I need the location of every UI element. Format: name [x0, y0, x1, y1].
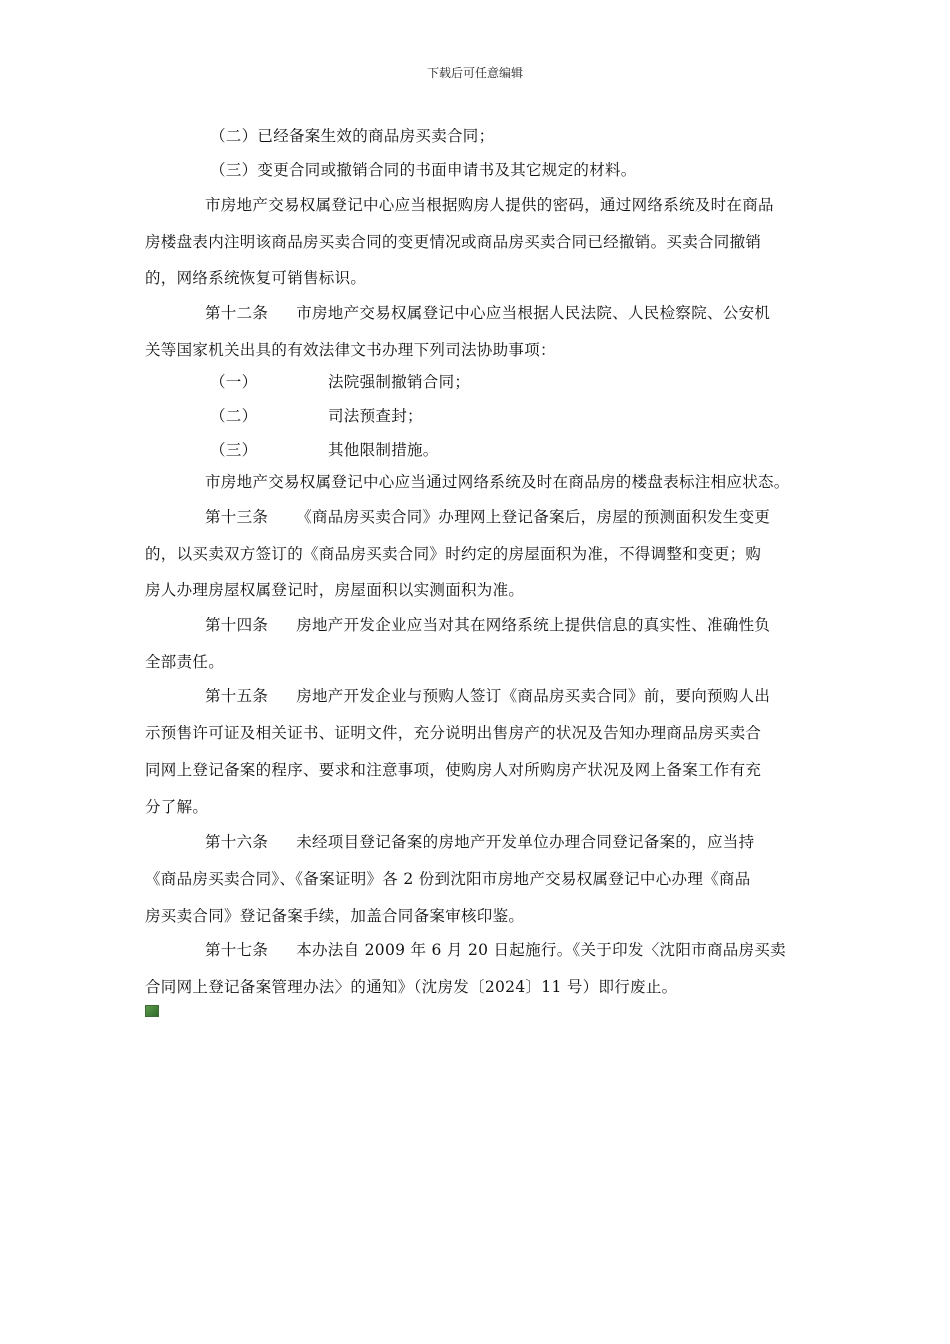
text-line: 合同网上登记备案管理办法〉的通知》（沈房发〔2024〕11 号）即行废止。 [145, 978, 678, 996]
text-line: （三）变更合同或撤销合同的书面申请书及其它规定的材料。 [210, 161, 637, 179]
article-13 [205, 507, 770, 527]
text-line: 全部责任。 [145, 653, 225, 671]
article-text: 市房地产交易权属登记中心应当根据人民法院、人民检察院、公安机 [296, 304, 771, 322]
text-line: 市房地产交易权属登记中心应当根据购房人提供的密码，通过网络系统及时在商品 [205, 196, 774, 214]
image-placeholder-icon [145, 1005, 159, 1017]
article-text: 未经项目登记备案的房地产开发单位办理合同登记备案的，应当持 [296, 833, 755, 851]
article-number: 第十四条 [205, 616, 269, 634]
list-item [210, 372, 257, 392]
list-item-number: （二） [210, 407, 258, 425]
text-line: （二）已经备案生效的商品房买卖合同； [210, 127, 495, 145]
article-text: 本办法自 2009 年 6 月 20 日起施行。《关于印发〈沈阳市商品房买卖 [296, 941, 786, 959]
article-number: 第十二条 [205, 304, 269, 322]
list-item-number: （一） [210, 373, 258, 391]
list-item [210, 440, 257, 460]
article-16 [205, 832, 754, 852]
page-header: 下载后可任意编辑 [426, 66, 523, 80]
list-item-text: 其他限制措施。 [328, 441, 439, 459]
article-number: 第十五条 [205, 687, 269, 705]
article-number: 第十六条 [205, 833, 269, 851]
text-line: 同网上登记备案的程序、要求和注意事项，使购房人对所购房产状况及网上备案工作有充 [145, 761, 762, 779]
list-item-text: 司法预查封； [328, 407, 423, 425]
text-line: 示预售许可证及相关证书、证明文件，充分说明出售房产的状况及告知办理商品房买卖合 [145, 724, 762, 742]
text-line: 房买卖合同》登记备案手续，加盖合同备案审核印鉴。 [145, 907, 525, 925]
article-text: 房地产开发企业与预购人签订《商品房买卖合同》前，要向预购人出 [296, 687, 771, 705]
article-12 [205, 303, 770, 323]
text-line: 《商品房买卖合同》、《备案证明》各 2 份到沈阳市房地产交易权属登记中心办理《商品 [145, 870, 751, 888]
list-item-number: （三） [210, 441, 258, 459]
text-line: 的，以买卖双方签订的《商品房买卖合同》时约定的房屋面积为准，不得调整和变更；购 [145, 545, 762, 563]
article-number: 第十三条 [205, 508, 269, 526]
article-15 [205, 686, 770, 706]
article-text: 房地产开发企业应当对其在网络系统上提供信息的真实性、准确性负 [296, 616, 771, 634]
article-text: 《商品房买卖合同》办理网上登记备案后，房屋的预测面积发生变更 [296, 508, 771, 526]
text-line: 关等国家机关出具的有效法律文书办理下列司法协助事项： [145, 341, 556, 359]
text-line: 的，网络系统恢复可销售标识。 [145, 269, 367, 287]
text-line: 房楼盘表内注明该商品房买卖合同的变更情况或商品房买卖合同已经撤销。买卖合同撤销 [145, 233, 762, 251]
text-line: 市房地产交易权属登记中心应当通过网络系统及时在商品房的楼盘表标注相应状态。 [205, 473, 790, 491]
article-17 [205, 940, 786, 960]
article-number: 第十七条 [205, 941, 269, 959]
article-14 [205, 615, 770, 635]
text-line: 房人办理房屋权属登记时，房屋面积以实测面积为准。 [145, 581, 525, 599]
list-item [210, 406, 257, 426]
text-line: 分了解。 [145, 798, 209, 816]
list-item-text: 法院强制撤销合同； [328, 373, 471, 391]
